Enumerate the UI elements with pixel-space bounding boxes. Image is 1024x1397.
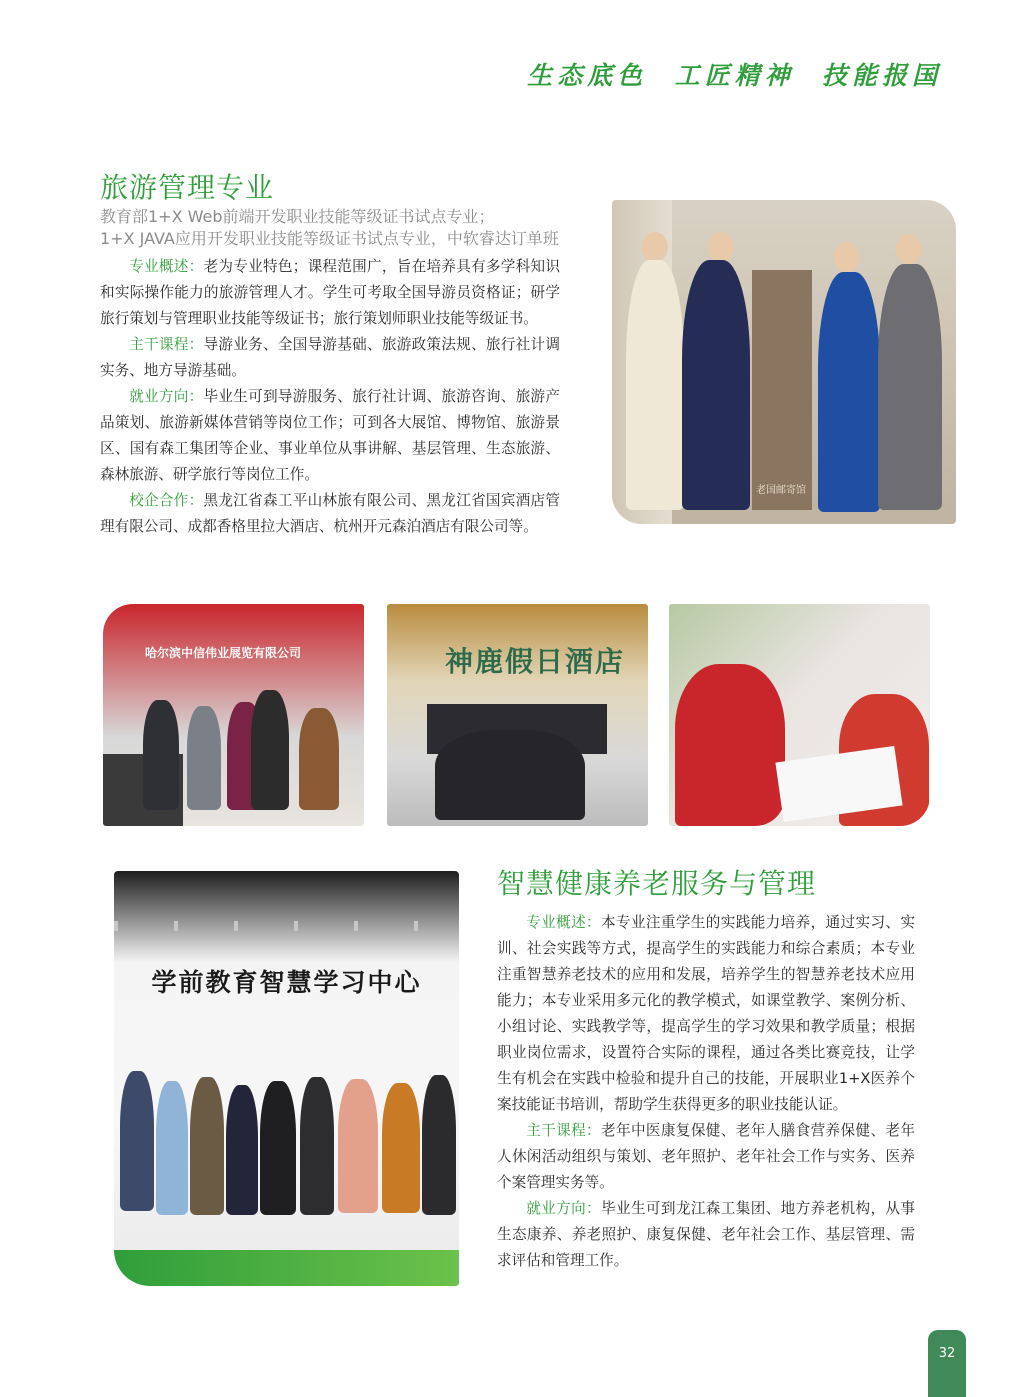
person	[338, 1079, 378, 1213]
person	[422, 1075, 456, 1215]
courses-label: 主干课程：	[526, 1122, 602, 1139]
hotel-visit-photo	[387, 604, 648, 826]
person	[120, 1071, 154, 1211]
person-head	[642, 232, 668, 262]
coop-text: 黑龙江省森工平山林旅有限公司、黑龙江省国宾酒店管理有限公司、成都香格里拉大酒店、杭州开元森泊酒店有限公司等。	[100, 492, 560, 535]
courses-text: 老年中医康复保健、老年人膳食营养保健、老年人休闲活动组织与策划、老年照护、老年社会工作与实务、医养个案管理实务等。	[497, 1122, 915, 1191]
person-head	[834, 242, 860, 272]
career-text: 毕业生可到龙江森工集团、地方养老机构，从事生态康养、养老照护、康复保健、老年社会工作、基层管理、需求评估和管理工作。	[497, 1200, 915, 1269]
person-head	[896, 234, 922, 264]
person-head	[708, 232, 734, 262]
person	[187, 706, 221, 810]
tourism-subtitle-2: 1+X JAVA应用开发职业技能等级证书试点专业，中软睿达订单班	[100, 229, 559, 248]
career-text: 毕业生可到导游服务、旅行社计调、旅游咨询、旅游产品策划、旅游新媒体营销等岗位工作；可到各大展馆、博物馆、旅游景区、国有森工集团等企业、事业单位从事讲解、基层管理、生态旅游、森林旅游、研学旅行等岗位工作。	[100, 388, 560, 483]
courses-text: 导游业务、全国导游基础、旅游政策法规、旅行社计调实务、地方导游基础。	[100, 336, 560, 379]
student-group	[435, 730, 585, 820]
person	[190, 1077, 224, 1215]
elderly-career	[497, 1196, 915, 1274]
hotel-sign: 神鹿假日酒店	[445, 645, 626, 678]
career-label: 就业方向：	[526, 1200, 602, 1217]
tourism-body	[100, 254, 560, 540]
person	[226, 1085, 258, 1215]
museum-stand	[752, 270, 812, 510]
museum-sign: 老国邮寄馆	[756, 485, 806, 496]
overview-text: 老为专业特色；课程范围广，旨在培养具有多学科知识和实际操作能力的旅游管理人才。学生可考取全国导游员资格证；研学旅行策划与管理职业技能等级证书；旅行策划师职业技能等级证书。	[100, 258, 560, 327]
elderly-title: 智慧健康养老服务与管理	[497, 867, 817, 900]
elderly-courses	[497, 1118, 915, 1196]
person	[156, 1081, 188, 1215]
company-sign: 哈尔滨中信伟业展览有限公司	[145, 646, 302, 660]
person	[878, 264, 942, 510]
header-slogan: 生态底色 工匠精神 技能报国	[527, 61, 942, 90]
tourism-courses	[100, 332, 560, 384]
coop-label: 校企合作：	[129, 492, 204, 509]
overview-label: 专业概述：	[526, 914, 602, 931]
person	[260, 1081, 296, 1215]
tourism-career	[100, 384, 560, 488]
person	[300, 1077, 334, 1215]
person	[143, 700, 179, 810]
person	[251, 690, 289, 810]
tourism-coop	[100, 488, 560, 540]
company-visit-photo	[103, 604, 364, 826]
classroom-group-photo	[114, 871, 459, 1285]
classroom-sign: 学前教育智慧学习中心	[151, 968, 422, 997]
overview-label: 专业概述：	[129, 258, 204, 275]
museum-group-photo	[612, 200, 956, 524]
tourism-overview	[100, 254, 560, 332]
elderly-overview	[497, 910, 915, 1118]
activity-photo	[669, 604, 930, 826]
person	[675, 664, 785, 826]
photo-green-accent	[114, 1250, 459, 1286]
overview-text: 本专业注重学生的实践能力培养，通过实习、实训、社会实践等方式，提高学生的实践能力和综合素质；本专业注重智慧养老技术的应用和发展，培养学生的智慧养老技术应用能力；本专业采用多元化的教学模式，如课堂教学、案例分析、小组讨论、实践教学等，提高学生的学习效果和教学质量；根据职业岗位需求，设置符合实际的课程，通过各类比赛竞技，让学生有机会在实践中检验和提升自己的技能，开展职业1+X医养个案技能证书培训，帮助学生获得更多的职业技能认证。	[497, 914, 915, 1113]
person	[299, 708, 339, 810]
tourism-title: 旅游管理专业	[100, 171, 275, 204]
person	[682, 260, 750, 510]
courses-label: 主干课程：	[129, 336, 204, 353]
person	[818, 272, 880, 512]
person	[382, 1083, 420, 1213]
career-label: 就业方向：	[129, 388, 204, 405]
tourism-subtitle-1: 教育部1+X Web前端开发职业技能等级证书试点专业；	[100, 207, 495, 226]
elderly-body	[497, 910, 915, 1274]
page-number: 32	[928, 1330, 966, 1397]
person	[626, 260, 684, 510]
ceiling-lights	[114, 921, 459, 931]
